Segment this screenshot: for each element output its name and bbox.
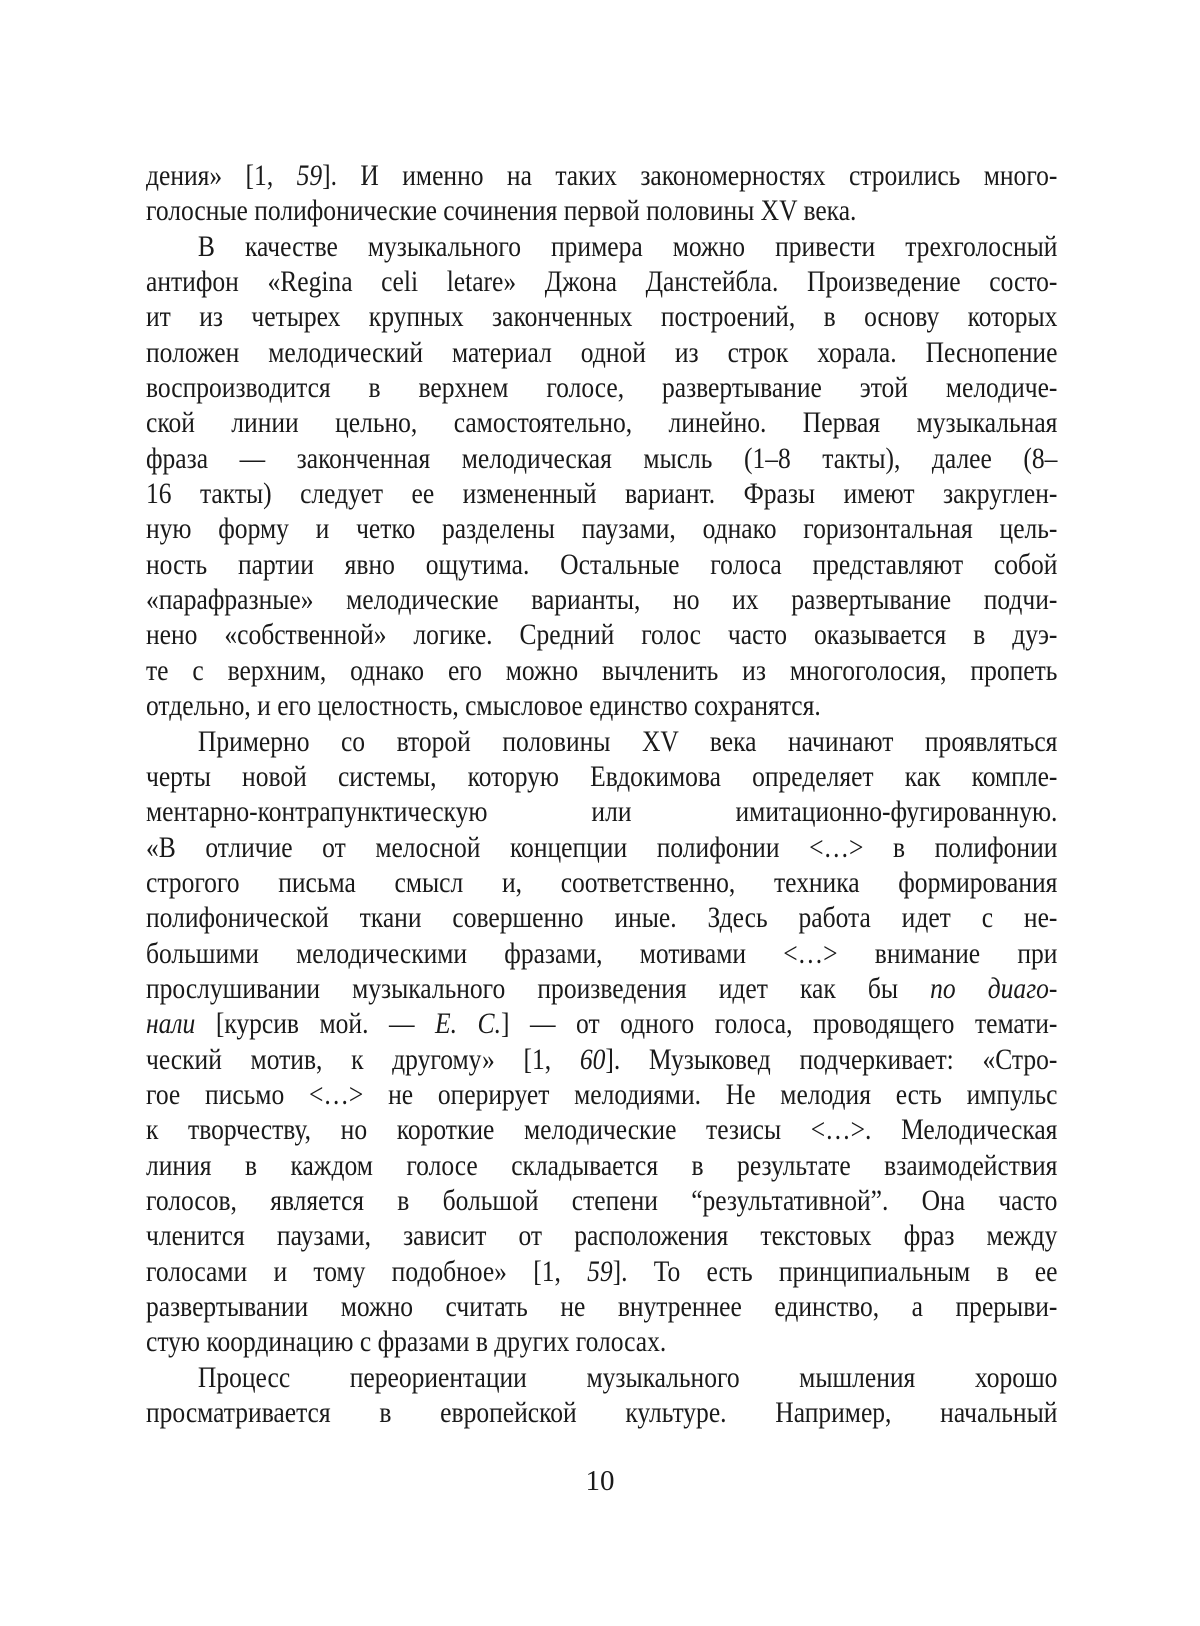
text-segment: прослушивании музыкального произведения идет как бы <box>146 971 931 1005</box>
italic-text-segment: нали <box>146 1007 196 1041</box>
text-segment: гое письмо <…> не оперирует мелодиями. Не мелодия есть импульс <box>146 1077 1058 1111</box>
text-segment: черты новой системы, которую Евдокимова определяет как компле- <box>146 759 1058 793</box>
text-segment: Процесс переориентации музыкального мышления хорошо <box>197 1360 1058 1394</box>
text-segment: ] — от одного голоса, проводящего темати- <box>500 1007 1058 1041</box>
text-line <box>146 511 1057 546</box>
text-line <box>146 865 1057 900</box>
text-line <box>146 794 1057 829</box>
text-segment: те с верхним, однако его можно вычленить из многоголосия, пропеть <box>146 653 1058 687</box>
text-line <box>146 971 1057 1006</box>
text-segment: строгого письма смысл и, соответственно, техника формирования <box>146 865 1058 899</box>
text-line <box>146 900 1057 935</box>
text-segment: воспроизводится в верхнем голосе, развертывание этой мелодиче- <box>146 371 1058 405</box>
paragraph <box>146 1360 1057 1431</box>
italic-text-segment: Е. С. <box>435 1007 501 1041</box>
text-segment: голосные полифонические сочинения первой половины XV века. <box>146 194 857 228</box>
text-line <box>146 370 1057 405</box>
text-line <box>146 759 1057 794</box>
text-line <box>146 1006 1057 1041</box>
text-segment: развертывании можно считать не внутреннее единство, а прерыви- <box>146 1290 1058 1323</box>
text-line <box>146 158 1057 193</box>
text-line <box>146 688 1057 723</box>
text-line <box>146 1218 1057 1253</box>
text-segment: ность партии явно ощутима. Остальные голоса представляют собой <box>146 547 1058 581</box>
text-segment: отдельно, и его целостность, смысловое единство сохранятся. <box>146 689 821 723</box>
text-line <box>146 1183 1057 1218</box>
italic-text-segment: 59 <box>296 159 323 192</box>
text-line <box>146 1360 1057 1395</box>
text-segment: ]. Музыковед подчеркивает: «Стро- <box>605 1042 1058 1076</box>
text-segment: ческий мотив, к другому» [1, <box>146 1042 580 1076</box>
text-segment: полифонической ткани совершенно иные. Здесь работа идет с не- <box>146 901 1058 935</box>
text-segment: «В отличие от мелосной концепции полифонии <…> в полифонии <box>146 830 1058 864</box>
text-line <box>146 335 1057 370</box>
page-number: 10 <box>585 1465 615 1497</box>
text-line <box>146 1042 1057 1077</box>
text-line <box>146 193 1057 228</box>
text-line <box>146 830 1057 865</box>
text-segment: дения» [1, <box>146 159 297 192</box>
text-line <box>146 724 1057 759</box>
paragraph <box>146 158 1057 229</box>
text-line <box>146 547 1057 582</box>
text-segment: ]. То есть принципиальным в ее <box>612 1254 1058 1288</box>
text-segment: «парафразные» мелодические варианты, но их развертывание подчи- <box>146 583 1058 617</box>
text-line <box>146 441 1057 476</box>
text-segment: фраза — законченная мелодическая мысль (1–8 такты), далее (8– <box>146 441 1058 475</box>
text-segment: В качестве музыкального примера можно привести трехголосный <box>197 229 1058 263</box>
italic-text-segment: 59 <box>587 1254 613 1288</box>
text-line <box>146 617 1057 652</box>
text-line <box>146 1077 1057 1112</box>
text-segment: ит из четырех крупных законченных построений, в основу которых <box>146 300 1058 334</box>
italic-text-segment: по диаго- <box>930 971 1058 1005</box>
text-line <box>146 299 1057 334</box>
text-line <box>146 1112 1057 1147</box>
text-segment: к творчеству, но короткие мелодические тезисы <…>. Мелодическая <box>146 1113 1058 1147</box>
text-line <box>146 936 1057 971</box>
text-segment: линия в каждом голосе складывается в результате взаимодействия <box>146 1148 1058 1182</box>
text-line <box>146 653 1057 688</box>
paragraph <box>146 229 1057 724</box>
text-block <box>146 158 1057 1430</box>
text-line <box>146 1324 1057 1359</box>
text-segment: 16 такты) следует ее измененный вариант. Фразы имеют закруглен- <box>146 477 1058 511</box>
text-segment: ]. И именно на таких закономерностях строились много- <box>322 159 1058 192</box>
text-line <box>146 1148 1057 1183</box>
paragraph <box>146 724 1057 1360</box>
text-line <box>146 1254 1057 1289</box>
text-segment: антифон «Regina celi letare» Джона Данстейбла. Произведение состо- <box>146 265 1058 299</box>
text-line <box>146 476 1057 511</box>
text-segment: голосами и тому подобное» [1, <box>146 1254 588 1288</box>
text-line <box>146 264 1057 299</box>
text-segment: положен мелодический материал одной из строк хорала. Песнопение <box>146 335 1058 369</box>
text-line <box>146 582 1057 617</box>
text-segment: Примерно со второй половины XV века начинают проявляться <box>197 724 1058 758</box>
text-line <box>146 1289 1057 1324</box>
text-segment: [курсив мой. — <box>195 1007 436 1041</box>
text-segment: членится паузами, зависит от расположения текстовых фраз между <box>146 1219 1058 1253</box>
text-segment: большими мелодическими фразами, мотивами <…> внимание при <box>146 936 1058 970</box>
text-segment: ментарно-контрапунктическую или имитационно-фугированную. <box>146 795 1058 829</box>
text-segment: просматривается в европейской культуре. Например, начальный <box>146 1396 1058 1430</box>
text-line <box>146 405 1057 440</box>
text-line <box>146 1395 1057 1430</box>
text-line <box>146 229 1057 264</box>
italic-text-segment: 60 <box>579 1042 606 1076</box>
text-segment: нено «собственной» логике. Средний голос часто оказывается в дуэ- <box>146 618 1058 652</box>
text-segment: ской линии цельно, самостоятельно, линейно. Первая музыкальная <box>146 406 1058 440</box>
text-segment: голосов, является в большой степени “результативной”. Она часто <box>146 1183 1058 1217</box>
text-segment: ную форму и четко разделены паузами, однако горизонтальная цель- <box>146 512 1058 546</box>
text-segment: стую координацию с фразами в других голосах. <box>146 1325 667 1359</box>
